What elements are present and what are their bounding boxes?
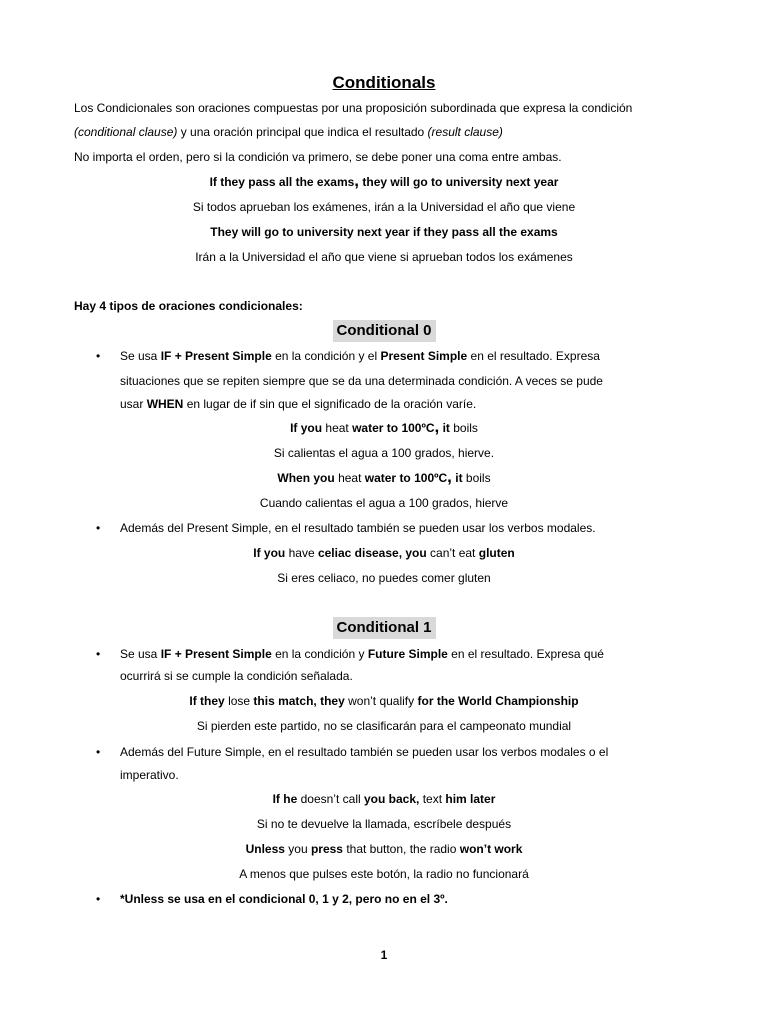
bullet-icon: • — [96, 349, 101, 363]
example-en-1: If they pass all the exams, they will go to university next year — [209, 171, 559, 190]
cond0-example-1-es: Si calientas el agua a 100 grados, hierve. — [273, 446, 495, 460]
cond1-example-2: If he doesn’t call you back, text him later — [272, 792, 496, 806]
conditional-0-heading: Conditional 0 — [0, 320, 768, 342]
cond0-example-2-es: Cuando calientas el agua a 100 grados, hierve — [259, 496, 509, 510]
cond0-bullet-2: Además del Present Simple, en el resultado también se pueden usar los verbos modales. — [120, 521, 596, 535]
bullet-icon: • — [96, 892, 101, 906]
cond0-bullet-1-line-3: usar WHEN en lugar de if sin que el significado de la oración varíe. — [120, 397, 477, 411]
types-heading: Hay 4 tipos de oraciones condicionales: — [74, 299, 303, 313]
cond0-example-1: If you heat water to 100ºC, it boils — [290, 417, 478, 436]
cond1-bullet-2-line-1: Además del Future Simple, en el resultado también se pueden usar los verbos modales o el — [120, 745, 609, 759]
cond1-example-2-es: Si no te devuelve la llamada, escríbele después — [256, 817, 512, 831]
cond0-bullet-1-line-2: situaciones que se repiten siempre que se da una determinada condición. A veces se pude — [120, 374, 603, 388]
cond1-example-3-es: A menos que pulses este botón, la radio no funcionará — [239, 867, 529, 881]
cond1-example-1: If they lose this match, they won’t qualify for the World Championship — [189, 694, 579, 708]
page-number: 1 — [380, 948, 388, 962]
example-es-2: Irán a la Universidad el año que viene si aprueban todos los exámenes — [195, 250, 573, 264]
intro-line-3: No importa el orden, pero si la condición va primero, se debe poner una coma entre ambas. — [74, 150, 562, 164]
cond1-example-3: Unless you press that button, the radio won’t work — [245, 842, 523, 856]
cond0-example-3: If you have celiac disease, you can’t eat gluten — [253, 546, 515, 560]
conditional-clause-term: (conditional clause) — [74, 125, 178, 139]
bullet-icon: • — [96, 745, 101, 759]
cond1-bullet-3: *Unless se usa en el condicional 0, 1 y 2, pero no en el 3º. — [120, 892, 448, 906]
conditional-1-heading: Conditional 1 — [0, 617, 768, 639]
cond0-example-3-es: Si eres celiaco, no puedes comer gluten — [277, 571, 491, 585]
cond0-example-2: When you heat water to 100ºC, it boils — [277, 467, 491, 486]
cond1-bullet-1-line-1: Se usa IF + Present Simple en la condición y Future Simple en el resultado. Expresa qué — [120, 647, 604, 661]
example-es-1: Si todos aprueban los exámenes, irán a la Universidad el año que viene — [192, 200, 576, 214]
cond1-example-1-es: Si pierden este partido, no se clasificarán para el campeonato mundial — [196, 719, 572, 733]
intro-line-2: (conditional clause) y una oración principal que indica el resultado (result clause) — [74, 125, 503, 139]
cond1-bullet-2-line-2: imperativo. — [120, 768, 179, 782]
result-clause-term: (result clause) — [427, 125, 503, 139]
cond0-bullet-1-line-1: Se usa IF + Present Simple en la condición y el Present Simple en el resultado. Expresa — [120, 349, 600, 363]
cond1-bullet-1-line-2: ocurrirá si se cumple la condición señalada. — [120, 669, 353, 683]
intro-line-1: Los Condicionales son oraciones compuestas por una proposición subordinada que expresa la condición — [74, 101, 633, 115]
bullet-icon: • — [96, 521, 101, 535]
page-title: Conditionals — [332, 73, 436, 92]
example-en-2: They will go to university next year if they pass all the exams — [210, 225, 558, 239]
bullet-icon: • — [96, 647, 101, 661]
